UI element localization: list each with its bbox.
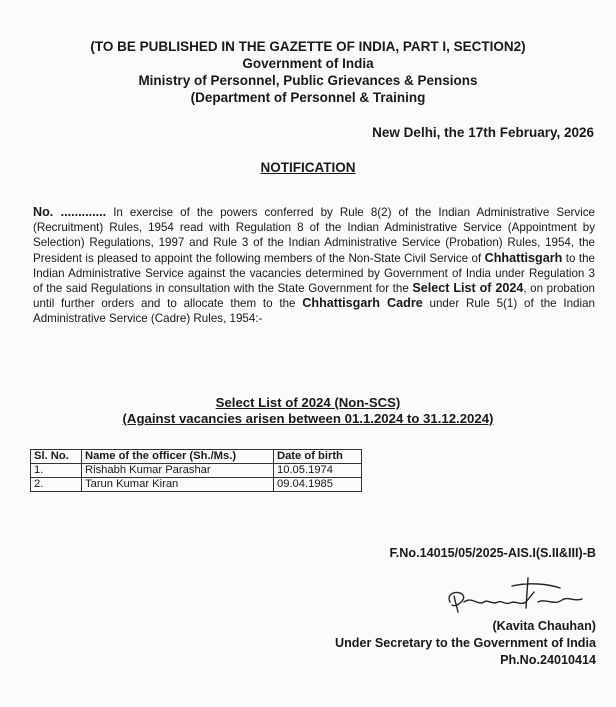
select-list-ref: Select List of 2024 <box>412 281 524 296</box>
signatory-name: (Kavita Chauhan) <box>492 619 596 633</box>
table-row <box>31 464 362 478</box>
ministry-line: Ministry of Personnel, Public Grievances & Pensions <box>138 73 478 88</box>
date-line: New Delhi, the 17th February, 2026 <box>372 125 594 140</box>
notification-body <box>33 205 595 327</box>
file-number: F.No.14015/05/2025-AIS.I(S.II&III)-B <box>389 546 596 560</box>
select-list-subtitle: (Against vacancies arisen between 01.1.2024 to 31.12.2024) <box>122 411 494 426</box>
cell-officer-name: Rishabh Kumar Parashar <box>82 464 274 478</box>
signatory-phone: Ph.No.24010414 <box>500 653 596 667</box>
department-line: (Department of Personnel & Training <box>190 90 426 105</box>
notification-title <box>0 160 616 175</box>
body-text-3: , on probation until further orders and to allocate them to the <box>33 282 595 311</box>
handwritten-signature <box>442 572 592 618</box>
cadre-name: Chhattisgarh Cadre <box>302 296 423 311</box>
cell-sl-no: 1. <box>31 464 82 478</box>
body-text-1: In exercise of the powers conferred by Rule 8(2) of the Indian Administrative Service (Recruitment) Rules, 1954 read with Regulation 8 of the Indian Administrative Service (Appointment by Selection) Regulations, 1997 and Rule 3 of the Indian Administrative Service (Probation) Rules, 1954, the President is pleased to appoint the following members of the Non-State Civil Service of <box>33 206 595 265</box>
gazette-header-line: (TO BE PUBLISHED IN THE GAZETTE OF INDIA, PART I, SECTION2) <box>90 39 526 54</box>
cell-sl-no: 2. <box>31 478 82 492</box>
header-sl-no: Sl. No. <box>31 450 82 464</box>
table-header-row <box>31 450 362 464</box>
select-list-title: Select List of 2024 (Non-SCS) <box>215 395 401 410</box>
header-officer-name: Name of the officer (Sh./Ms.) <box>82 450 274 464</box>
signatory-designation: Under Secretary to the Government of India <box>334 636 596 650</box>
notification-number: No. ............. <box>33 205 107 219</box>
cell-officer-name: Tarun Kumar Kiran <box>82 478 274 492</box>
table-row <box>31 478 362 492</box>
notification-title-text: NOTIFICATION <box>260 160 356 175</box>
cell-date-of-birth: 10.05.1974 <box>274 464 362 478</box>
body-text-2: to the Indian Administrative Service against the vacancies determined by Government of India under Regulation 3 of the said Regulations in consultation with the State Government for the <box>33 251 595 296</box>
body-text-4: under Rule 5(1) of the Indian Administrative Service (Cadre) Rules, 1954:- <box>33 297 595 326</box>
officers-table <box>30 449 362 492</box>
government-line: Government of India <box>242 56 374 71</box>
cell-date-of-birth: 09.04.1985 <box>274 478 362 492</box>
state-name: Chhattisgarh <box>484 250 563 265</box>
header-date-of-birth: Date of birth <box>274 450 362 464</box>
